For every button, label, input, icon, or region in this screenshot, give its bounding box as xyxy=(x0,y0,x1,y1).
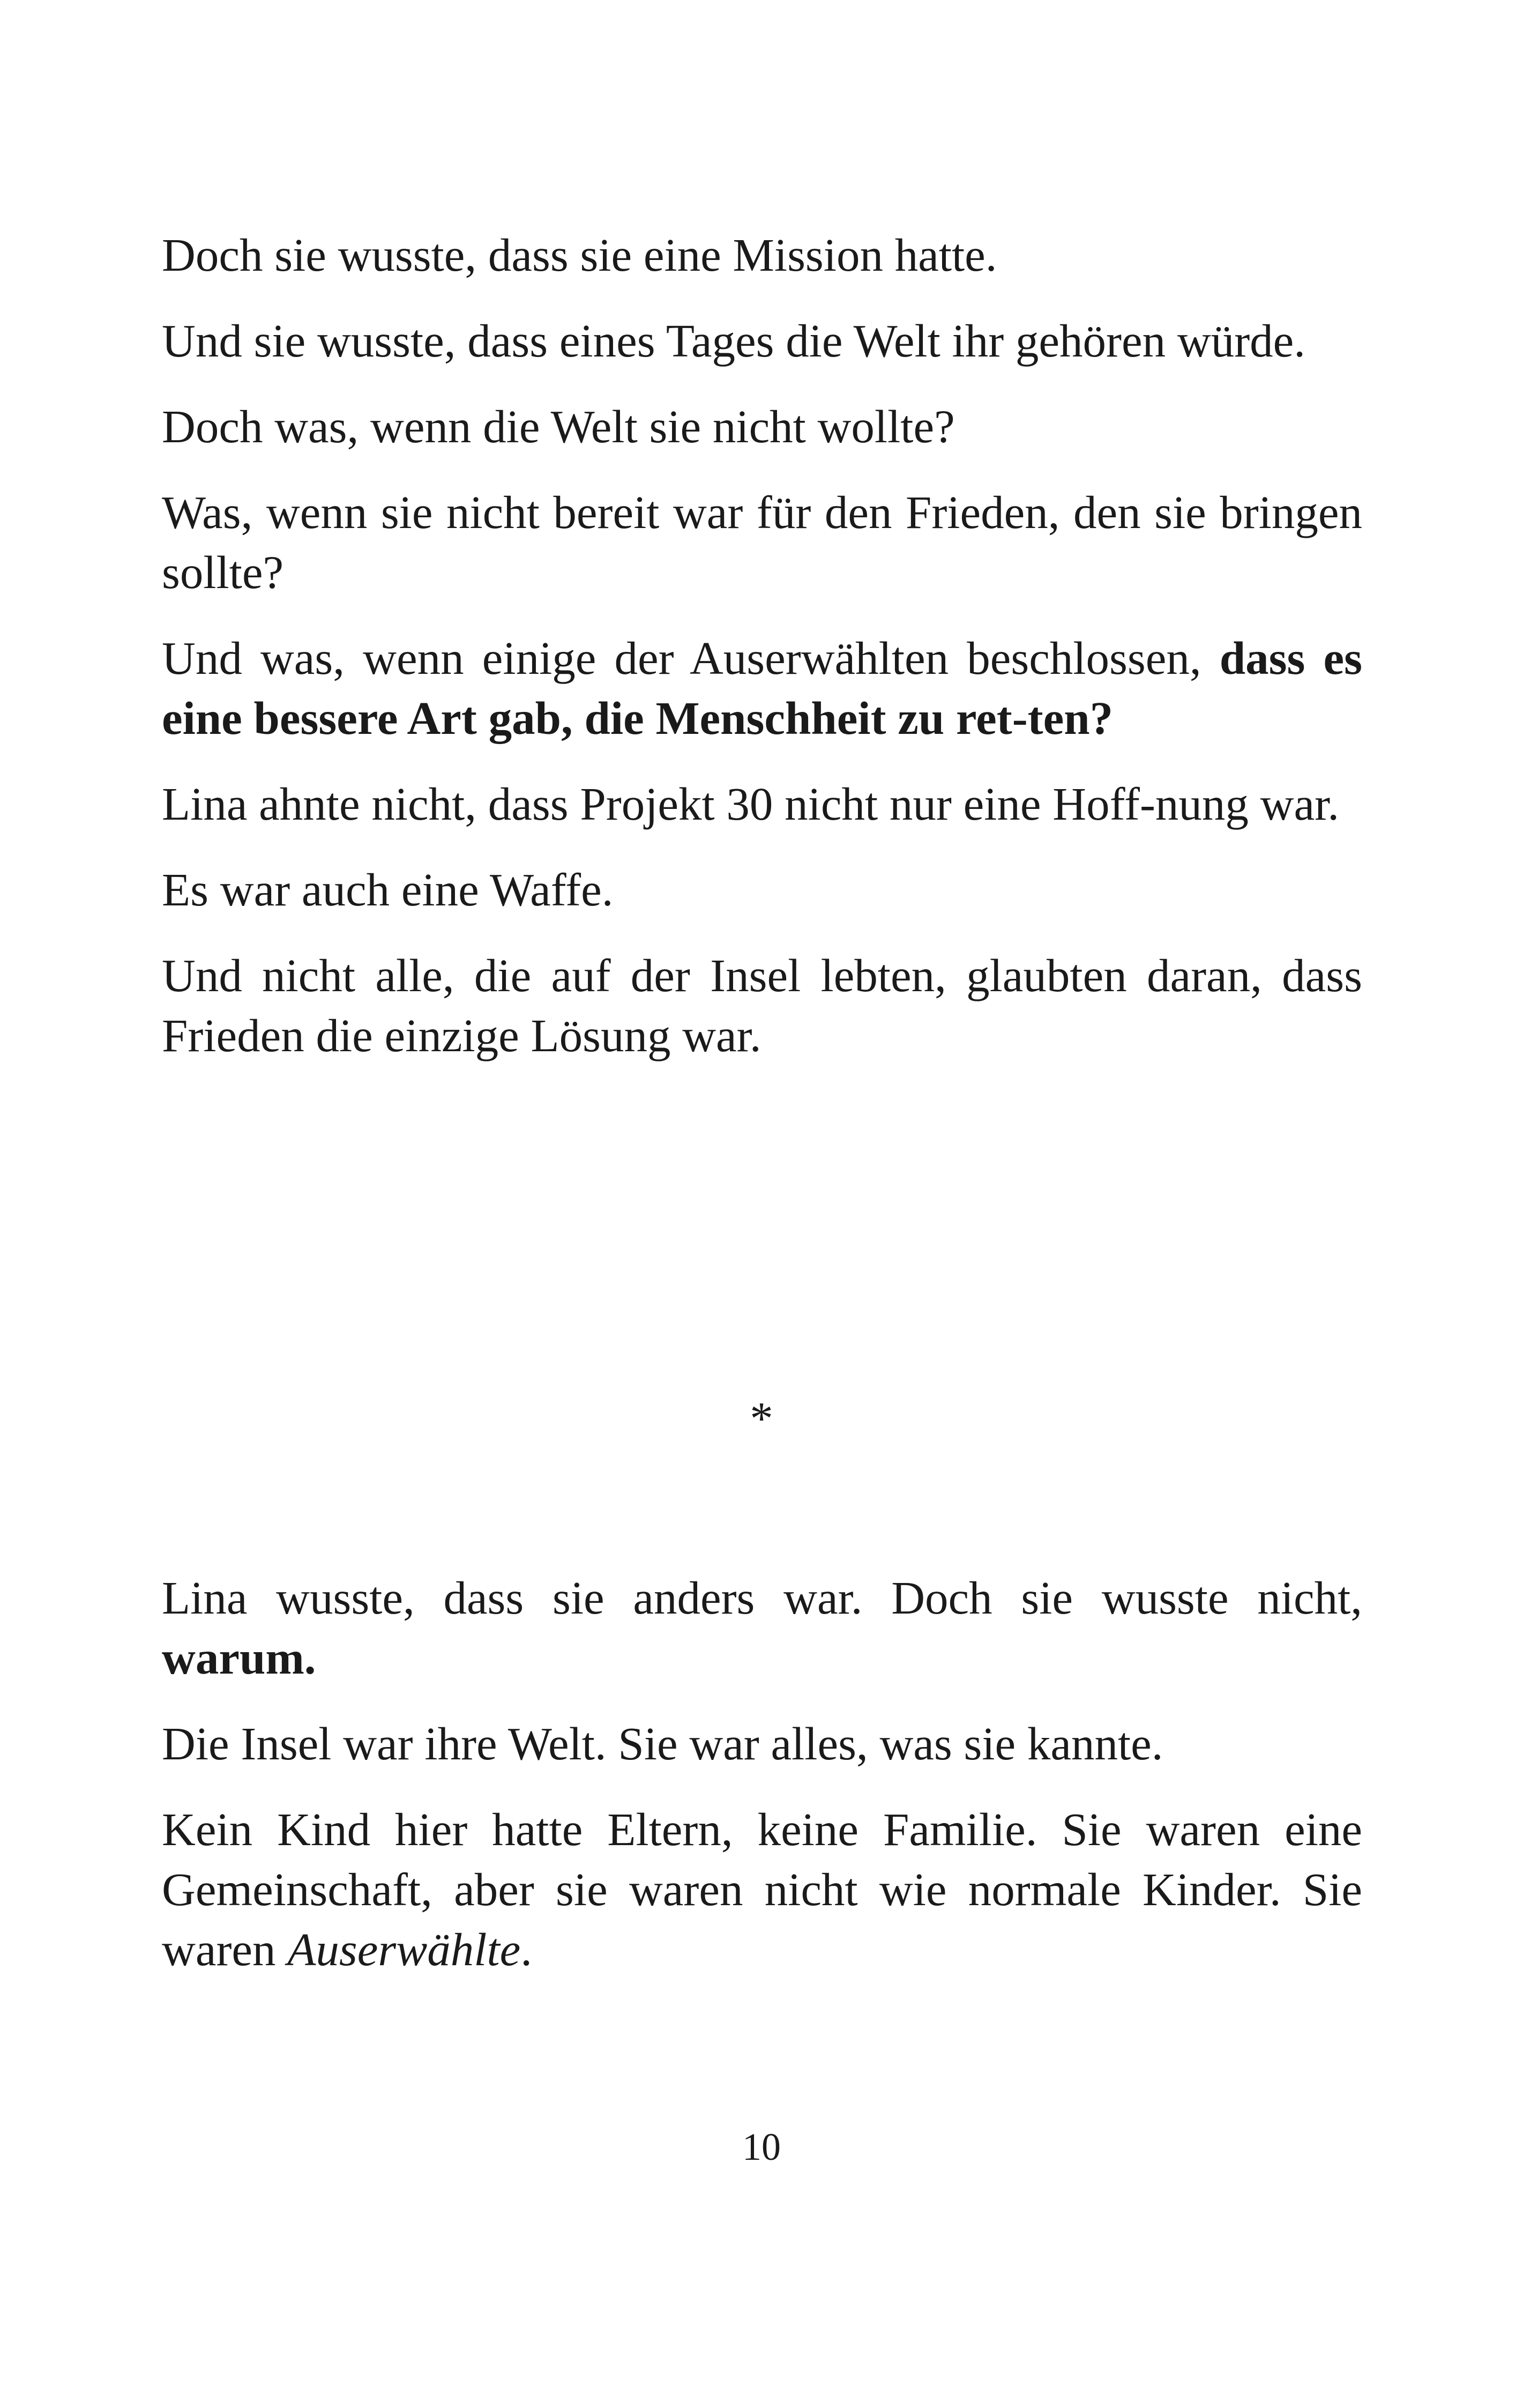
paragraph-5 xyxy=(162,628,1362,748)
section-separator: * xyxy=(750,1392,773,1444)
paragraph-2: Und sie wusste, dass eines Tages die Welt ihr gehören würde. xyxy=(162,315,1306,367)
section-2-paragraph-3 xyxy=(162,1800,1362,1980)
paragraph-3: Doch was, wenn die Welt sie nicht wollte? xyxy=(162,400,955,452)
paragraph-4: Was, wenn sie nicht bereit war für den Frieden, den sie bringen sollte? xyxy=(162,486,1362,598)
paragraph-6: Lina ahnte nicht, dass Projekt 30 nicht nur eine Hoff-nung war. xyxy=(162,778,1340,830)
paragraph-1: Doch sie wusste, dass sie eine Mission hatte. xyxy=(162,229,997,281)
page-number: 10 xyxy=(742,2125,781,2168)
paragraph-5-bold-text: dass es eine bessere Art gab, die Menschheit zu ret-ten? xyxy=(162,632,1362,744)
section-2-paragraph-1-text: Lina wusste, dass sie anders war. Doch sie wusste nicht, xyxy=(162,1572,1362,1624)
paragraph-8: Und nicht alle, die auf der Insel lebten, glaubten daran, dass Frieden die einzige Lösung war. xyxy=(162,949,1362,1061)
section-2-paragraph-3-text: Kein Kind hier hatte Eltern, keine Familie. Sie waren eine Gemeinschaft, aber sie waren nicht wie normale Kinder. Sie waren xyxy=(162,1803,1362,1975)
section-2-paragraph-2: Die Insel war ihre Welt. Sie war alles, was sie kannte. xyxy=(162,1718,1163,1770)
section-2-paragraph-1 xyxy=(162,1568,1362,1688)
paragraph-5-text: Und was, wenn einige der Auserwählten beschlossen, xyxy=(162,632,1201,684)
section-2-paragraph-3-italic-text: Auserwählte xyxy=(287,1923,521,1975)
section-2-paragraph-3-tail: . xyxy=(520,1923,532,1975)
paragraph-7: Es war auch eine Waffe. xyxy=(162,864,614,916)
page-body xyxy=(162,225,1362,1066)
section-2-paragraph-1-bold-text: warum. xyxy=(162,1632,316,1684)
section-2-body xyxy=(162,1568,1362,1980)
